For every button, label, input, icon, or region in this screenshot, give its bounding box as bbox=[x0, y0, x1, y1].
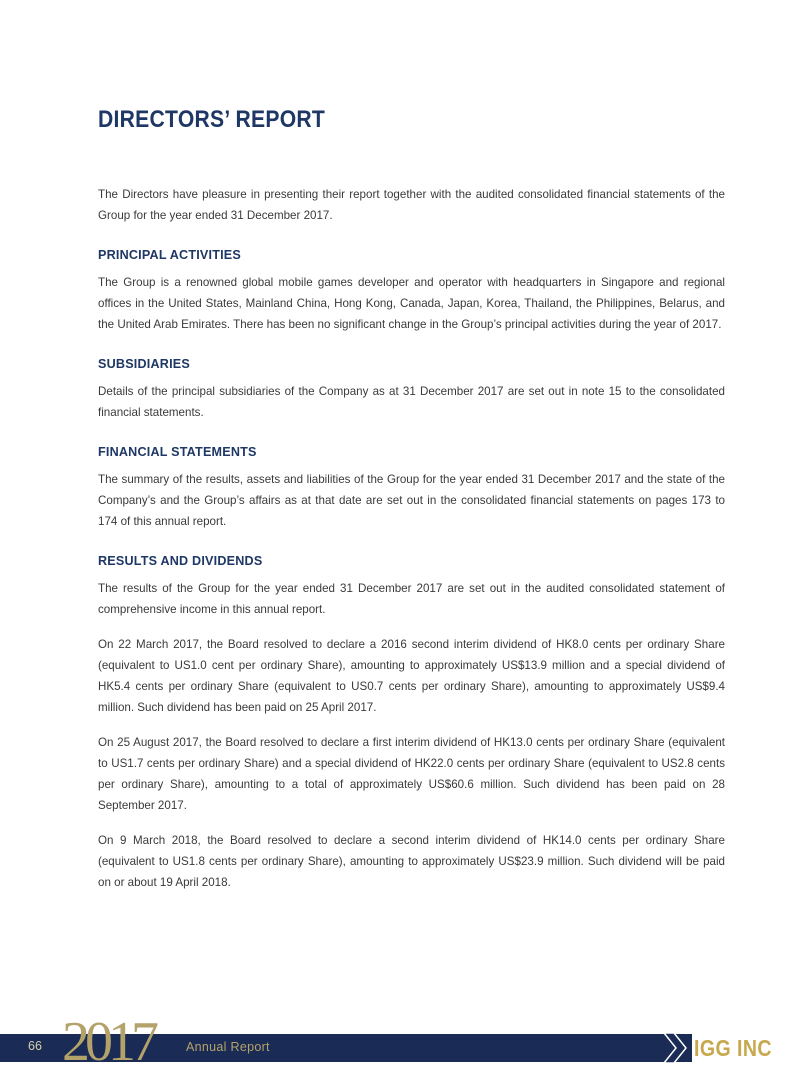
subsidiaries-paragraph: Details of the principal subsidiaries of the Company as at 31 December 2017 are set out in note 15 to the consolidated financial statements. bbox=[98, 385, 725, 419]
section-heading-financial-statements: FINANCIAL STATEMENTS bbox=[98, 445, 257, 459]
dividend-paragraph-august-2017: On 25 August 2017, the Board resolved to declare a first interim dividend of HK13.0 cents per ordinary Share (equivalent to US1.7 cents per ordinary Share) and a special dividend of HK22.0 cents per ordinary Share (equivalent to US2.8 cents per ordinary Share), amounting to a total of approximately US$60.6 million. Such dividend has been paid on 28 September 2017. bbox=[98, 736, 725, 812]
year-text: 2017 bbox=[62, 1013, 154, 1065]
intro-paragraph: The Directors have pleasure in presenting their report together with the audited consolidated financial statements of the Group for the year ended 31 December 2017. bbox=[98, 188, 725, 222]
results-paragraph: The results of the Group for the year ended 31 December 2017 are set out in the audited consolidated statement of comprehensive income in this annual report. bbox=[98, 582, 725, 616]
page-number: 66 bbox=[28, 1039, 42, 1053]
dividend-paragraph-march-2018: On 9 March 2018, the Board resolved to declare a second interim dividend of HK14.0 cents per ordinary Share (equivalent to US1.8 cents per ordinary Share), amounting to approximately US$23.9 million. Such dividend will be paid on or about 19 April 2018. bbox=[98, 834, 725, 889]
annual-report-label: Annual Report bbox=[186, 1040, 270, 1054]
section-heading-subsidiaries: SUBSIDIARIES bbox=[98, 357, 190, 371]
section-heading-results-and-dividends: RESULTS AND DIVIDENDS bbox=[98, 554, 263, 568]
company-name: IGG INC bbox=[694, 1035, 772, 1061]
section-heading-principal-activities: PRINCIPAL ACTIVITIES bbox=[98, 248, 242, 262]
principal-activities-paragraph: The Group is a renowned global mobile games developer and operator with headquarters in Singapore and regional offices in the United States, Mainland China, Hong Kong, Canada, Japan, Korea, Thailand, the Philippines, Belarus, and the United Arab Emirates. There has been no significant change in the Group’s principal activities during the year of 2017. bbox=[98, 276, 725, 331]
chevron-right-icon bbox=[662, 1031, 688, 1065]
report-body bbox=[98, 184, 725, 907]
company-logo bbox=[692, 1034, 800, 1062]
page-title: DIRECTORS’ REPORT bbox=[98, 106, 326, 133]
dividend-paragraph-march-2017: On 22 March 2017, the Board resolved to declare a 2016 second interim dividend of HK8.0 cents per ordinary Share (equivalent to US1.0 cent per ordinary Share), amounting to approximately US$13.9 million and a special dividend of HK5.4 cents per ordinary Share (equivalent to US0.7 cents per ordinary Share), amounting to approximately US$9.4 million. Such dividend has been paid on 25 April 2017. bbox=[98, 638, 725, 714]
year-2017-logo bbox=[62, 1013, 186, 1065]
financial-statements-paragraph: The summary of the results, assets and liabilities of the Group for the year ended 31 December 2017 and the state of the Company’s and the Group’s affairs as at that date are set out in the consolidated financial statements on pages 173 to 174 of this annual report. bbox=[98, 473, 725, 528]
